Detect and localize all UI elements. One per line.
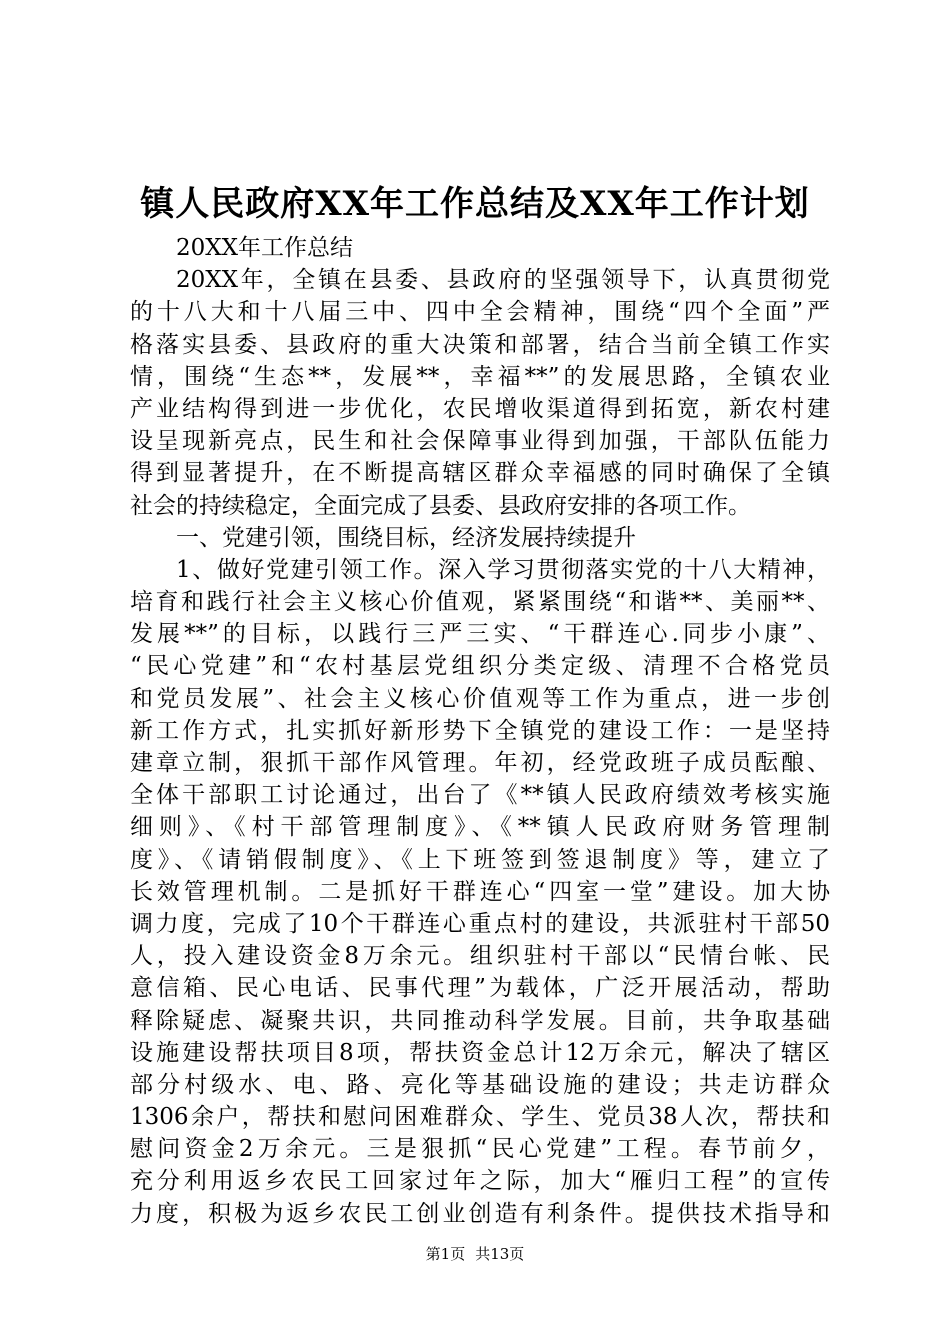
body-line: 度》、《请销假制度》、《上下班签到签退制度》等，建立了	[130, 846, 830, 873]
document-title: 镇人民政府XX年工作总结及XX年工作计划	[140, 184, 810, 224]
page-number: 第1页	[425, 1245, 466, 1263]
body-line: 全体干部职工讨论通过，出台了《**镇人民政府绩效考核实施	[130, 782, 830, 809]
body-line: 情，围绕“生态**，发展**，幸福**”的发展思路，全镇农业	[130, 363, 830, 390]
body-line: 得到显著提升，在不断提高辖区群众幸福感的同时确保了全镇	[130, 460, 830, 487]
body-line: 长效管理机制。二是抓好干群连心“四室一堂”建设。加大协	[130, 878, 830, 905]
body-line: 20XX年，全镇在县委、县政府的坚强领导下，认真贯彻党	[176, 267, 830, 294]
body-line: 设呈现新亮点，民生和社会保障事业得到加强，干部队伍能力	[130, 428, 830, 455]
body-line: “民心党建”和“农村基层党组织分类定级、清理不合格党员	[130, 653, 830, 680]
body-line: 格落实县委、县政府的重大决策和部署，结合当前全镇工作实	[130, 331, 830, 358]
body-line: 1306余户，帮扶和慰问困难群众、学生、党员38人次，帮扶和	[130, 1104, 830, 1131]
body-line: 部分村级水、电、路、亮化等基础设施的建设；共走访群众	[130, 1071, 830, 1098]
body-line: 培育和践行社会主义核心价值观，紧紧围绕“和谐**、美丽**、	[130, 589, 830, 616]
document-body	[130, 232, 830, 1230]
body-line: 人，投入建设资金8万余元。组织驻村干部以“民情台帐、民	[130, 943, 830, 970]
body-line: 调力度，完成了10个干群连心重点村的建设，共派驻村干部50	[130, 910, 830, 937]
body-line: 慰问资金2万余元。三是狠抓“民心党建”工程。春节前夕，	[130, 1136, 830, 1163]
body-line: 力度，积极为返乡农民工创业创造有利条件。提供技术指导和	[130, 1200, 830, 1227]
body-line: 1、做好党建引领工作。深入学习贯彻落实党的十八大精神，	[176, 556, 830, 583]
body-line: 产业结构得到进一步优化，农民增收渠道得到拓宽，新农村建	[130, 395, 830, 422]
body-line: 释除疑虑、凝聚共识，共同推动科学发展。目前，共争取基础	[130, 1007, 830, 1034]
body-line: 的十八大和十八届三中、四中全会精神，围绕“四个全面”严	[130, 299, 830, 326]
body-line: 发展**”的目标，以践行三严三实、“干群连心.同步小康”、	[130, 621, 830, 648]
page-total: 共13页	[475, 1245, 525, 1263]
section-heading: 一、党建引领，围绕目标，经济发展持续提升	[176, 524, 636, 551]
body-line: 建章立制，狠抓干部作风管理。年初，经党政班子成员酝酿、	[130, 750, 830, 776]
body-line: 意信箱、民心电话、民事代理”为载体，广泛开展活动，帮助	[130, 975, 830, 1002]
section-heading: 20XX年工作总结	[176, 235, 354, 261]
page-footer	[0, 1244, 950, 1264]
body-line: 细则》、《村干部管理制度》、《**镇人民政府财务管理制	[130, 814, 830, 841]
body-line: 社会的持续稳定，全面完成了县委、县政府安排的各项工作。	[130, 492, 751, 519]
body-line: 设施建设帮扶项目8项，帮扶资金总计12万余元，解决了辖区	[130, 1039, 830, 1066]
body-line: 充分利用返乡农民工回家过年之际，加大“雁归工程”的宣传	[130, 1168, 830, 1195]
body-line: 和党员发展”、社会主义核心价值观等工作为重点，进一步创	[130, 685, 830, 712]
body-line: 新工作方式，扎实抓好新形势下全镇党的建设工作：一是坚持	[130, 717, 830, 744]
